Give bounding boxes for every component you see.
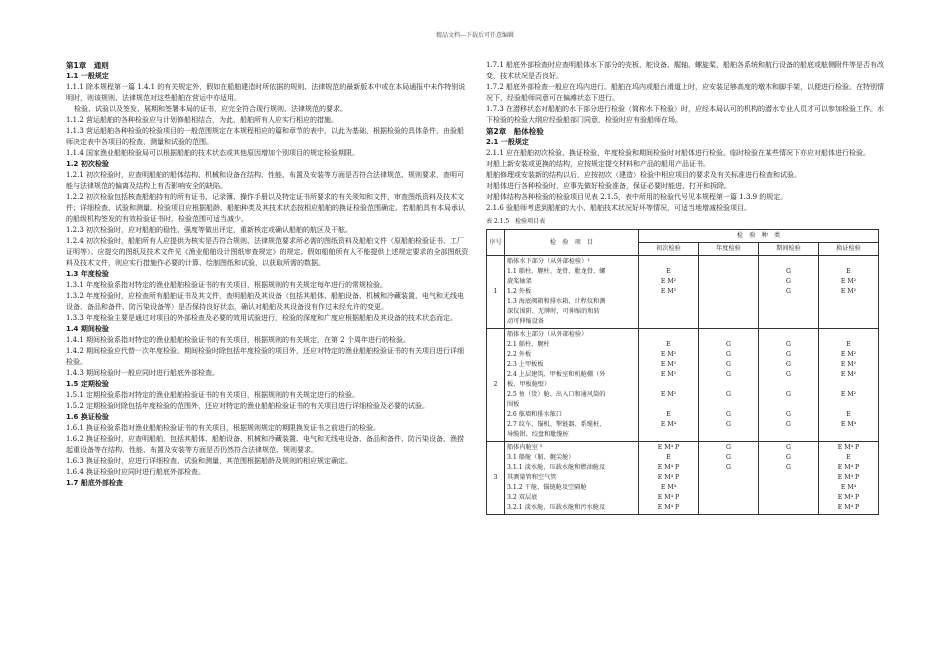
paragraph: 船舶修理或安装新的结构以后，应按初次（建造）检验中相应项目的要求及有关标准进行检查和试验。: [486, 171, 801, 179]
inspection-code: [821, 317, 876, 327]
item-line: 2.4 上层建筑、甲板室和机舱棚（外: [507, 371, 606, 378]
paragraph: 1.5.1 定期检验系指对特定的渔业船舶检验证书的有关项目，根据规则的有关规定进行的检验。: [66, 391, 360, 399]
header-initial: 初次检验: [639, 243, 699, 256]
inspection-code: E M⁴ P: [837, 494, 860, 501]
inspection-code: E M⁴: [660, 421, 677, 428]
inspection-code: E M²: [660, 371, 677, 378]
section-heading: 1.1 一般规定: [66, 72, 109, 80]
right-column: [486, 60, 886, 515]
header-periodic: 期间检验: [759, 243, 819, 256]
inspection-code: [701, 483, 756, 493]
item-line: 2.5 鱼（货）舱、出入口和通风筒的: [507, 391, 606, 398]
inspection-code: E M⁴: [660, 484, 677, 491]
chapter-heading: 第2章 船体检验: [486, 127, 544, 136]
table-row: [487, 256, 879, 329]
code-cell-periodic: [759, 329, 819, 442]
inspection-code: E M²: [840, 361, 857, 368]
inspection-code: G: [726, 464, 731, 471]
item-line: 船体水下部分（从外部检验）¹: [507, 258, 590, 265]
section-heading: 1.6 换证检验: [66, 413, 109, 421]
item-line: 2.2 外板: [507, 351, 532, 358]
inspection-code: G: [786, 421, 791, 428]
table-caption: 表 2.1.5 检验项目表: [486, 218, 546, 225]
row-number: 3: [487, 442, 505, 515]
item-line: 2.7 纹车、锚机、掣链器、系缆桩、: [507, 421, 606, 428]
inspection-code: G: [726, 411, 731, 418]
code-cell-renewal: [819, 442, 879, 515]
inspection-code: E: [666, 341, 671, 348]
inspection-code: E M⁴: [840, 421, 857, 428]
inspection-code: [761, 400, 816, 410]
inspection-code: [701, 380, 756, 390]
item-line: 1.1 艏柱、艉柱、龙骨、舭龙骨、螺: [507, 268, 606, 275]
item-line: 3.1 船舱（艏、艉尖舱）: [507, 454, 575, 461]
paragraph: 1.6.4 换证检验时应同时进行船底外部检查。: [66, 468, 206, 476]
inspection-code: E M²: [840, 278, 857, 285]
inspection-code: [641, 307, 696, 317]
inspection-code: [701, 430, 756, 440]
table-row: [487, 442, 879, 515]
item-line: 深仪围阱、无牌时，可伸缩的和转: [507, 308, 600, 315]
code-cell-annual: [699, 442, 759, 515]
inspection-code: E M²: [660, 288, 677, 295]
inspection-code: E M⁴ P: [837, 444, 860, 451]
header-kind: 检 验 种 类: [639, 230, 879, 243]
row-items: [505, 442, 639, 515]
item-line: 3.2.1 淡水舱、压载水舱和污水舱及: [507, 504, 606, 511]
section-heading: 1.3 年度检验: [66, 270, 109, 278]
inspection-code: [761, 330, 816, 340]
inspection-code: [761, 483, 816, 493]
inspection-code: [761, 380, 816, 390]
row-number: 2: [487, 329, 505, 442]
inspection-code: [761, 493, 816, 503]
inspection-code: [641, 297, 696, 307]
item-line: 3.1.2 干舱、锚链舱及空隔舱: [507, 484, 587, 491]
inspection-code: G: [786, 411, 791, 418]
paragraph: 1.4.3 期间检验时一般应同时进行船底外部检查。: [66, 369, 220, 377]
paragraph: 对船体结构各种检验的检验项目见表 2.1.5，表中所用的检验代号见本规程第一篇 1.3.9 的规定。: [486, 193, 788, 201]
paragraph: 1.6.2 换证检验时，应查明船舶，包括其船体、船舶设备、机械和冷藏装置、电气和无线电设备、备品和备件、防污染设备、渔捞起重设备等在结构、性能、布置及安装等方面是否仍然符合法律规范、规则要求。: [66, 435, 465, 454]
inspection-code: [641, 257, 696, 267]
inspection-code: [701, 493, 756, 503]
inspection-code: G: [726, 361, 731, 368]
paragraph: 1.5.2 定期检验时除包括年度检验的范围外，还应对特定的渔业船舶检验证书的有关项目进行详细检验及必要的试验。: [66, 402, 430, 410]
inspection-code: G: [786, 464, 791, 471]
item-line: 动可伸缩设备: [507, 318, 545, 325]
inspection-code: [701, 257, 756, 267]
inspection-code: [761, 297, 816, 307]
inspection-code: E: [666, 411, 671, 418]
inspection-code: [701, 330, 756, 340]
inspection-code: [701, 267, 756, 277]
code-cell-annual: [699, 256, 759, 329]
paragraph: 1.3.1 年度检验系指对特定的渔业船舶检验证书的有关项目，根据规则的有关规定每年进行的常规检验。: [66, 281, 388, 289]
item-line: 其测量管和空气管: [507, 474, 557, 481]
section-heading: 1.5 定期检验: [66, 380, 109, 388]
inspection-code: [761, 317, 816, 327]
table-body: [487, 256, 879, 515]
inspection-code: [641, 430, 696, 440]
inspection-code: E M²: [840, 288, 857, 295]
paragraph: 1.6.1 换证检验系指对渔业船舶检验证书的有关项目，根据规则规定的期限换发证书之前进行的检验。: [66, 424, 381, 432]
inspection-code: [761, 430, 816, 440]
table-row: [487, 329, 879, 442]
item-line: 1.3 海底阀箱和排水箱、计程仪和测: [507, 298, 606, 305]
item-line: 1.2 外板: [507, 288, 532, 295]
paragraph: 1.2.4 初次检验时，船舶所有人应提供为核实是否符合规则、法律规范要求所必需的图纸资料及船舶文件（原船舶检验证书、工厂证明等）。应提交的图纸及技术文件见《渔业船舶设计图纸审查规定》的规定。假如船舶所有人不能提供上述规定要求的全部图纸资料及技术文件，则应实行措施作必要的计算、绘制图纸和试验，以获取所需的数据。: [66, 237, 469, 267]
section-heading: 1.2 初次检验: [66, 160, 109, 168]
inspection-code: E M⁴ P: [657, 494, 680, 501]
paragraph: 2.1.1 应在船舶初次检验、换证检验、年度检验和期间检验时对船体进行检验。临时检验在某些情况下亦应对船体进行检验。: [486, 149, 871, 157]
inspection-table: [486, 229, 879, 515]
inspection-code: [701, 317, 756, 327]
paragraph: 检验、试验以及签发、展期和签署本局的证书，应完全符合现行规则、法律规范的要求。: [74, 105, 347, 113]
code-cell-periodic: [759, 256, 819, 329]
inspection-code: [641, 400, 696, 410]
inspection-code: G: [786, 454, 791, 461]
inspection-code: G: [786, 288, 791, 295]
inspection-code: G: [786, 444, 791, 451]
code-cell-initial: [639, 442, 699, 515]
item-line: 2.6 舷墙和排水舷口: [507, 411, 563, 418]
item-line: 2.1 艏柱、艉柱: [507, 341, 550, 348]
inspection-code: E: [846, 454, 851, 461]
inspection-code: E M²: [840, 371, 857, 378]
item-line: 2.3 上甲板板: [507, 361, 544, 368]
inspection-code: [701, 503, 756, 513]
item-line: 导缆钳、绞盘和舭缆桩: [507, 431, 569, 438]
inspection-code: E M²: [840, 391, 857, 398]
inspection-code: G: [726, 444, 731, 451]
paragraph: 1.6.3 换证检验时，应进行详细检查、试验和测量，其范围根据船龄及规则的相应规定确定。: [66, 457, 353, 465]
inspection-code: E M²: [660, 278, 677, 285]
code-cell-renewal: [819, 329, 879, 442]
paragraph: 1.4.2 期间检验应代替一次年度检验。期间检验时除包括年度检验的项目外，还应对特定的渔业船舶检验证书的有关项目进行详细检验。: [66, 347, 465, 366]
inspection-code: E M⁴ P: [837, 504, 860, 511]
inspection-code: E: [666, 454, 671, 461]
inspection-code: [821, 297, 876, 307]
code-cell-renewal: [819, 256, 879, 329]
inspection-code: G: [786, 391, 791, 398]
paragraph: 1.1.4 国家渔业船舶检验局可以根据船舶的技术状态或其他原因增加个别项目的规定检验期限。: [66, 149, 360, 157]
paragraph: 1.2.1 初次检验时，应查明船舶的船体结构、机械和设备在结构、性能、布置及安装等方面是否符合法律规范、规则要求，查明可能与法律规范的偏离及结构上有否影响安全的缺陷。: [66, 171, 465, 190]
inspection-code: E M⁴: [840, 484, 857, 491]
inspection-code: E: [846, 411, 851, 418]
section-heading: 1.4 期间检验: [66, 325, 109, 333]
inspection-code: E M⁴ P: [657, 464, 680, 471]
paragraph: 2.1.6 验船师考虑到船舶的大小、船舶技术状况好坏等情况，可适当地增减检验项目。: [486, 204, 752, 212]
paragraph: 1.1.1 除本规程第一篇 1.4.1 的有关规定外，假如在船舶建造时所依据的规则、法律规范的最新版本中或在本局通报中未作特别说明时，则该规则、法律规范对这些船舶在营运中亦适用。: [66, 83, 466, 102]
inspection-code: [641, 380, 696, 390]
header-renewal: 换证检验: [819, 243, 879, 256]
paragraph: 1.3.2 年度检验时，应检查所有船舶证书及其文件，查明船舶及其设备（包括其船体、船舶设备、机械和冷藏装置、电气和无线电设备、备品和备件、防污染设备等）是否保持良好状态，确认对船舶及其设备没有作过未经允许的变更。: [66, 292, 465, 311]
paragraph: 1.1.2 营运船舶的各种检验应与计划修船相结合，为此，船舶所有人应实行相应的措施。: [66, 116, 339, 124]
inspection-code: [701, 287, 756, 297]
inspection-code: G: [726, 341, 731, 348]
item-line: 船体水上部分（从外部检验）: [507, 331, 588, 338]
inspection-code: G: [786, 268, 791, 275]
inspection-code: [821, 400, 876, 410]
code-cell-initial: [639, 256, 699, 329]
paragraph: 1.2.3 初次检验时，应对船舶的稳性、强度等做出评定，重新核定或确认船舶的航区及干舷。: [66, 226, 353, 234]
row-items: [505, 329, 639, 442]
code-cell-periodic: [759, 442, 819, 515]
section-heading: 1.7 船底外部检查: [66, 479, 123, 487]
section-heading: 2.1 一般规定: [486, 138, 529, 146]
code-cell-annual: [699, 329, 759, 442]
item-line: 旋桨轴架: [507, 278, 532, 285]
inspection-code: [701, 297, 756, 307]
inspection-code: [701, 473, 756, 483]
item-line: 3.1.1 淡水舱、压载水舱和燃油舱及: [507, 464, 606, 471]
row-items: [505, 256, 639, 329]
item-line: 板、甲板舱壁）: [507, 381, 551, 388]
header-annual: 年度检验: [699, 243, 759, 256]
inspection-code: [761, 473, 816, 483]
header-item: 检 验 项 目: [505, 230, 639, 256]
inspection-code: E M⁴ P: [657, 474, 680, 481]
inspection-code: G: [786, 371, 791, 378]
inspection-code: [761, 307, 816, 317]
right-paragraphs: [486, 60, 886, 214]
paragraph: 1.7.3 在潜移状态对船舶的水下部分进行检验（简称水下检验）时，应经本局认可的机构的潜水专业人员才可以参加检验工作。水下检验的检验大纲应经验船部门同意，检验时应有验船师在场。: [486, 105, 885, 124]
paragraph: 对船上新安装或更换的结构，应按规定提交材料和产品的船用产品证书。: [486, 160, 710, 168]
paragraph: 1.7.2 船底外部检查一般应在坞内进行。船舶在坞内或船台滑道上时，应安装足够高度的墩木和脚手架，以便进行检验。在特别情况下，经验船师同意可在偏滩状态下进行。: [486, 83, 885, 102]
inspection-code: G: [726, 421, 731, 428]
item-line: 3.2 双层底: [507, 494, 538, 501]
code-cell-initial: [639, 329, 699, 442]
inspection-code: E M²: [660, 361, 677, 368]
page-header: 精品文档---下载后可任意编辑: [435, 32, 515, 39]
inspection-code: G: [786, 278, 791, 285]
inspection-code: [821, 257, 876, 267]
inspection-code: G: [786, 361, 791, 368]
paragraph: 对船体进行各种检验时，应事先做好检验准备，保证必要时能进、打开和拆除。: [486, 182, 731, 190]
row-number: 1: [487, 256, 505, 329]
item-line: 围板: [507, 401, 520, 408]
inspection-code: G: [786, 341, 791, 348]
paragraph: 1.2.2 初次检验包括核查船舶持有的所有证书、记录簿、操作手册以及特定证书所要求的有关须知和文件，审查图纸资料及技术文件；详细检查、试验和测量。检验项目应根据船龄、船舶种类及其技术状态按相应船舶的换证检验范围确定。若船舶具有本局承认的船级机构签发的有效检验证书时，检验范围可适当减少。: [66, 193, 465, 223]
inspection-code: [701, 307, 756, 317]
inspection-code: E: [666, 268, 671, 275]
inspection-code: E M⁴ P: [657, 444, 680, 451]
inspection-code: E M⁴ P: [837, 474, 860, 481]
paragraph: 1.7.1 船底外部检查时应查明船体水下部分的壳板、舵设备、艉轴、螺旋桨、船舶各系统和航行设备的船底或舷侧附件等是否有改变，技术状况是否良好。: [486, 61, 885, 80]
inspection-code: G: [726, 371, 731, 378]
inspection-code: E M²: [840, 351, 857, 358]
inspection-code: [821, 307, 876, 317]
paragraph: 1.4.1 期间检验系指对特定的渔业船舶检验证书的有关项目，根据规则的有关规定，在第 2 个周年进行的检验。: [66, 336, 410, 344]
inspection-code: [641, 330, 696, 340]
inspection-code: E: [846, 341, 851, 348]
inspection-code: [821, 430, 876, 440]
inspection-code: [761, 503, 816, 513]
inspection-code: [821, 330, 876, 340]
inspection-code: E M⁴ P: [837, 464, 860, 471]
inspection-code: G: [726, 391, 731, 398]
inspection-code: E M²: [660, 351, 677, 358]
inspection-code: [821, 380, 876, 390]
inspection-code: E: [846, 268, 851, 275]
inspection-code: E M⁴ P: [657, 504, 680, 511]
header-seq: 序号: [487, 230, 505, 256]
inspection-code: G: [786, 351, 791, 358]
inspection-code: [761, 257, 816, 267]
inspection-code: [701, 277, 756, 287]
item-line: 船体内舱室 ⁵: [507, 444, 543, 451]
left-column: [66, 60, 471, 489]
inspection-code: G: [726, 351, 731, 358]
paragraph: 1.1.3 营运船舶各种检验的检验项目的一般范围规定在本规程相应的篇和章节的表中，以此为基础，根据检验的具体条件，由验船师决定表中各项目的检查、测量和试验的范围。: [66, 127, 465, 146]
inspection-code: [701, 400, 756, 410]
paragraph: 1.3.3 年度检验主要是通过对项目的外部检查及必要的效用试验进行，检验的深度和广度应根据船舶及其设备的技术状态而定。: [66, 314, 458, 322]
inspection-code: E M²: [660, 391, 677, 398]
chapter-heading: 第1章 通则: [66, 61, 109, 70]
inspection-code: [641, 317, 696, 327]
inspection-code: G: [726, 454, 731, 461]
